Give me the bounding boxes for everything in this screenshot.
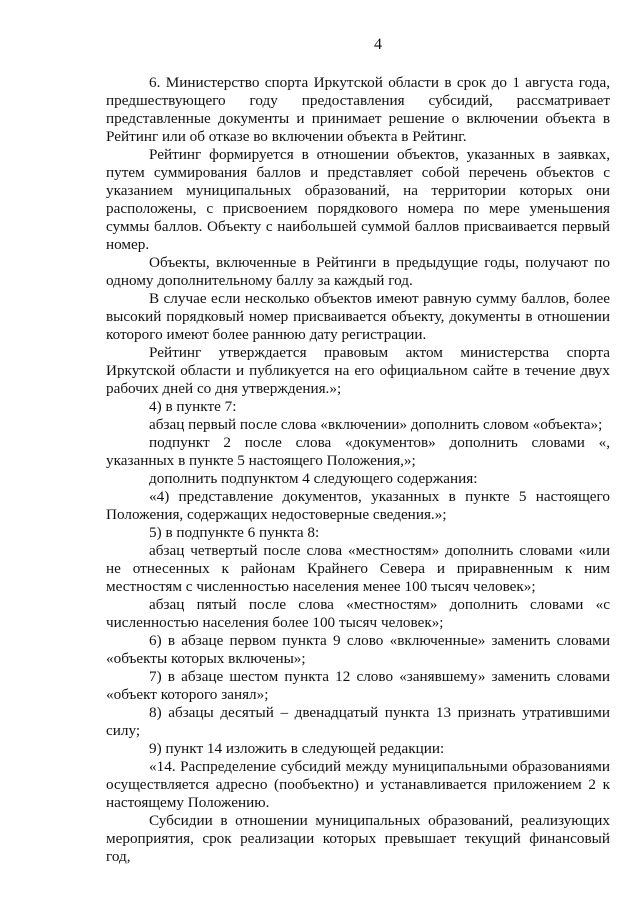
paragraph-equal-score: В случае если несколько объектов имеют равную сумму баллов, более высокий порядковый номер присваивается объекту, документы в отношении которого имеют более раннюю дату регистрации.	[106, 290, 610, 343]
paragraph-item-6: 6) в абзаце первом пункта 9 слово «включенные» заменить словами «объекты которых включены»;	[106, 632, 610, 667]
paragraph-add-subitem-4: дополнить подпунктом 4 следующего содержания:	[149, 470, 478, 487]
paragraph-item-8: 8) абзацы десятый – двенадцатый пункта 13 признать утратившими силу;	[106, 704, 610, 739]
paragraph-item-4: 4) в пункте 7:	[149, 398, 237, 415]
paragraph-fourth-abzac: абзац четвертый после слова «местностям» дополнить словами «или не отнесенных к районам Крайнего Севера и приравненным к ним местностям с численностью населения менее 100 тысяч человек»;	[106, 542, 610, 595]
paragraph-subitem-4-text: «4) представление документов, указанных в пункте 5 настоящего Положения, содержащих недостоверные сведения.»;	[106, 488, 610, 523]
paragraph-rating-approval: Рейтинг утверждается правовым актом министерства спорта Иркутской области и публикуется на его официальном сайте в течение двух рабочих дней со дня утверждения.»;	[106, 344, 610, 397]
paragraph-extra-points: Объекты, включенные в Рейтинги в предыдущие годы, получают по одному дополнительному баллу за каждый год.	[106, 254, 610, 289]
paragraph-point-14: «14. Распределение субсидий между муниципальными образованиями осуществляется адресно (пообъектно) и устанавливается приложением 2 к настоящему Положению.	[106, 758, 610, 811]
paragraph-rating-formation: Рейтинг формируется в отношении объектов, указанных в заявках, путем суммирования баллов и представляет собой перечень объектов с указанием муниципальных образований, на территории которых они расположены, с присвоением порядкового номера по мере уменьшения суммы баллов. Объекту с наибольшей суммой баллов присваивается первый номер.	[106, 146, 610, 253]
paragraph-item-5: 5) в подпункте 6 пункта 8:	[149, 524, 320, 541]
paragraph-subsidies: Субсидии в отношении муниципальных образований, реализующих мероприятия, срок реализации которых превышает текущий финансовый год,	[106, 812, 610, 865]
page-number: 4	[374, 36, 382, 53]
paragraph-item-9: 9) пункт 14 изложить в следующей редакции:	[149, 740, 445, 757]
paragraph-item-7: 7) в абзаце шестом пункта 12 слово «занявшему» заменить словами «объект которого занял»;	[106, 668, 610, 703]
paragraph-ministry-review: 6. Министерство спорта Иркутской области в срок до 1 августа года, предшествующего году предоставления субсидий, рассматривает представленные документы и принимает решение о включении объекта в Рейтинг или об отказе во включении объекта в Рейтинг.	[106, 74, 610, 145]
paragraph-subitem-2: подпункт 2 после слова «документов» дополнить словами «, указанных в пункте 5 настоящего Положения,»;	[106, 434, 610, 469]
paragraph-first-abzac: абзац первый после слова «включении» дополнить словом «объекта»;	[149, 416, 603, 433]
paragraph-fifth-abzac: абзац пятый после слова «местностям» дополнить словами «с численностью населения более 100 тысяч человек»;	[106, 596, 610, 631]
